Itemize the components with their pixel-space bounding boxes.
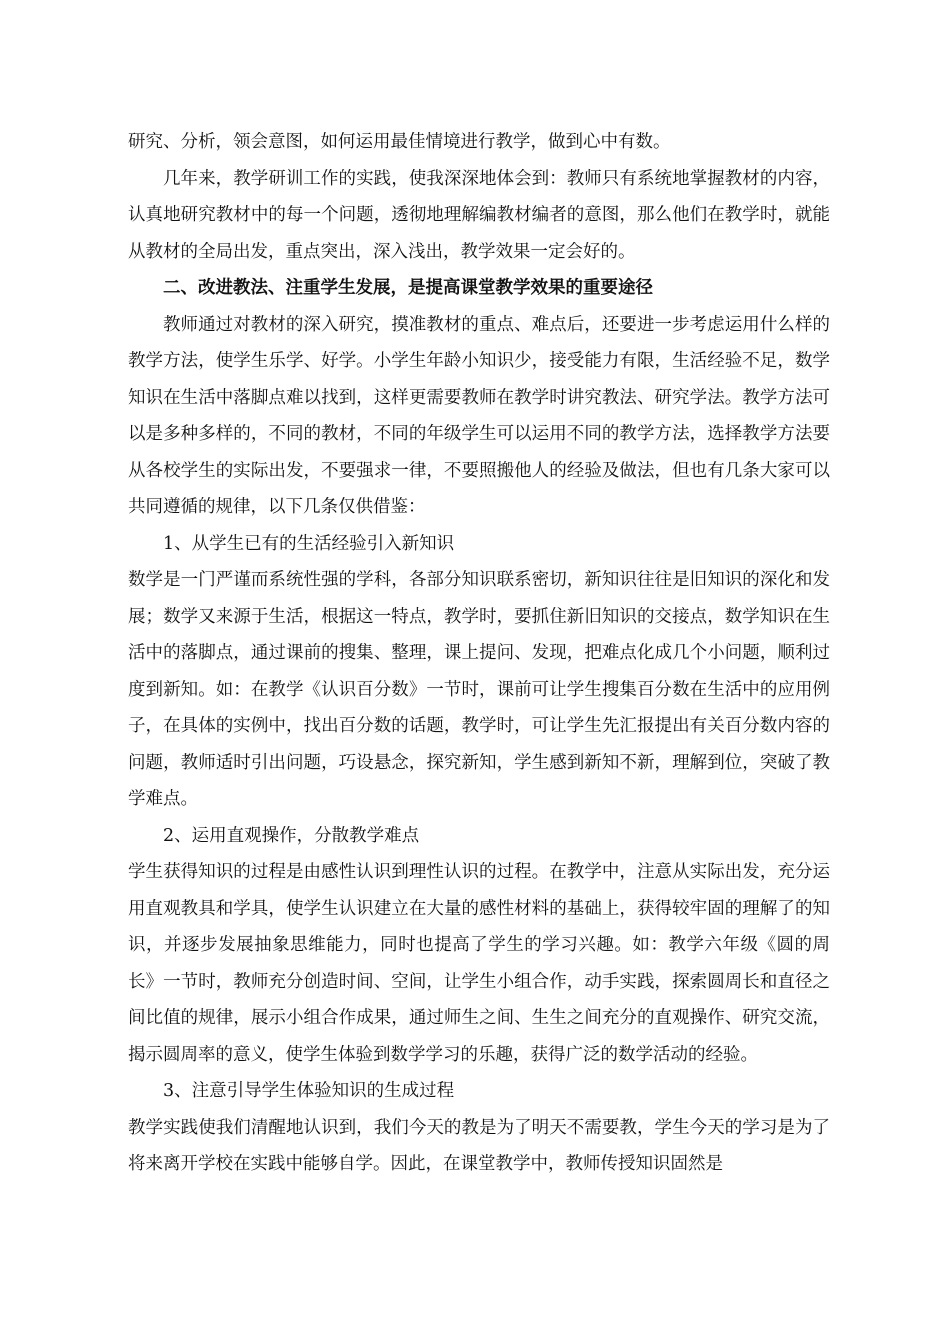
paragraph-teaching-methods: 教师通过对教材的深入研究，摸准教材的重点、难点后，还要进一步考虑运用什么样的教学方法，使学生乐学、好学。小学生年龄小知识少，接受能力有限，生活经验不足，数学知识在生活中落脚点难以找到，这样更需要教师在教学时讲究教法、研究学法。教学方法可以是多种多样的，不同的教材，不同的年级学生可以运用不同的教学方法，选择教学方法要从各校学生的实际出发，不要强求一律，不要照搬他人的经验及做法，但也有几条大家可以共同遵循的规律，以下几条仅供借鉴：: [128, 314, 830, 517]
paragraph-knowledge-generation: 教学实践使我们清醒地认识到，我们今天的教是为了明天不需要教，学生今天的学习是为了将来离开学校在实践中能够自学。因此，在课堂教学中，教师传授知识固然是: [128, 1117, 830, 1174]
subheading-2: 2、运用直观操作，分散教学难点: [163, 825, 420, 846]
document-body: [128, 124, 830, 1183]
paragraph-continuation: 研究、分析，领会意图，如何运用最佳情境进行教学，做到心中有数。: [128, 132, 671, 152]
paragraph-life-experience: 数学是一门严谨而系统性强的学科，各部分知识联系密切，新知识往往是旧知识的深化和发展；数学又来源于生活，根据这一特点，教学时，要抓住新旧知识的交接点，数学知识在生活中的落脚点，通过课前的搜集、整理，课上提问、发现，把难点化成几个小问题，顺利过度到新知。如：在教学《认识百分数》一节时，课前可让学生搜集百分数在生活中的应用例子，在具体的实例中，找出百分数的话题，教学时，可让学生先汇报提出有关百分数内容的问题，教师适时引出问题，巧设悬念，探究新知，学生感到新知不新，理解到位，突破了教学难点。: [128, 570, 830, 809]
subheading-1: 1、从学生已有的生活经验引入新知识: [163, 533, 455, 554]
subheading-3: 3、注意引导学生体验知识的生成过程: [163, 1081, 455, 1101]
paragraph-reflection: 几年来，教学研训工作的实践，使我深深地体会到：教师只有系统地掌握教材的内容，认真地研究教材中的每一个问题，透彻地理解编教材编者的意图，那么他们在教学时，就能从教材的全局出发，重点突出，深入浅出，教学效果一定会好的。: [128, 168, 830, 262]
paragraph-visual-operation: 学生获得知识的过程是由感性认识到理性认识的过程。在教学中，注意从实际出发，充分运用直观教具和学具，使学生认识建立在大量的感性材料的基础上，获得较牢固的理解了的知识，并逐步发展抽象思维能力，同时也提高了学生的学习兴趣。如：教学六年级《圆的周长》一节时，教师充分创造时间、空间，让学生小组合作，动手实践，探索圆周长和直径之间比值的规律，展示小组合作成果，通过师生之间、生生之间充分的直观操作、研究交流，揭示圆周率的意义，使学生体验到数学学习的乐趣，获得广泛的数学活动的经验。: [128, 862, 830, 1065]
section-heading-2: 二、改进教法、注重学生发展，是提高课堂教学效果的重要途径: [163, 278, 653, 298]
